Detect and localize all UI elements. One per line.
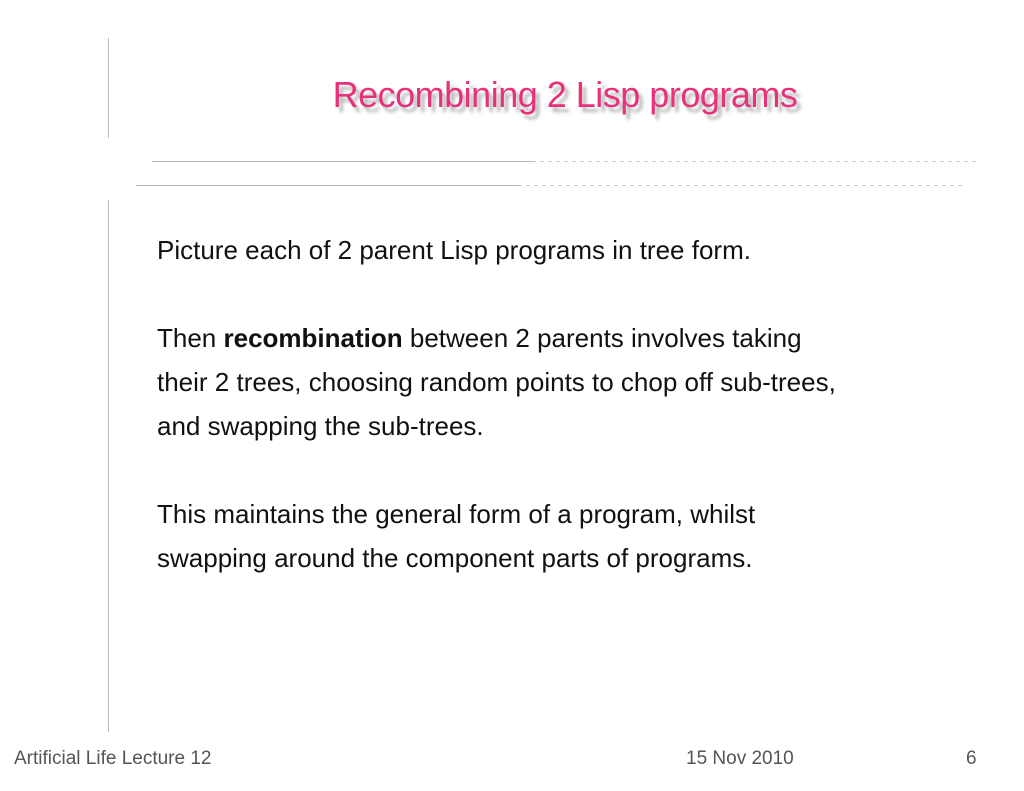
footer-lecture-title: Artificial Life Lecture 12: [14, 748, 212, 769]
horizontal-rule-top: [152, 161, 978, 162]
rule-dashed-segment: [518, 185, 964, 186]
paragraph-3-line-2: swapping around the component parts of programs.: [157, 543, 753, 573]
rule-dashed-segment: [532, 161, 978, 162]
rule-solid-segment: [152, 161, 532, 162]
paragraph-3-line-1: This maintains the general form of a program, whilst: [157, 499, 756, 529]
paragraph-1-text: Picture each of 2 parent Lisp programs in tree form.: [157, 235, 751, 265]
paragraph-2-line-1-rest: between 2 parents involves taking: [402, 323, 802, 353]
paragraph-2-line-3: and swapping the sub-trees.: [157, 411, 484, 441]
rule-solid-segment: [136, 185, 518, 186]
paragraph-1: [157, 228, 957, 272]
paragraph-3: [157, 492, 957, 580]
footer-page-number: 6: [966, 748, 977, 769]
slide-title: Recombining 2 Lisp programs: [332, 74, 798, 115]
footer-date: 15 Nov 2010: [686, 748, 794, 769]
slide-body: [157, 228, 957, 580]
paragraph-2-lead: Then: [157, 323, 224, 353]
vertical-rule-bottom: [108, 200, 109, 732]
paragraph-2: [157, 316, 957, 448]
horizontal-rule-bottom: [136, 185, 964, 186]
vertical-rule-top: [108, 38, 109, 138]
paragraph-2-line-2: their 2 trees, choosing random points to chop off sub-trees,: [157, 367, 836, 397]
paragraph-2-bold-term: recombination: [223, 323, 403, 353]
